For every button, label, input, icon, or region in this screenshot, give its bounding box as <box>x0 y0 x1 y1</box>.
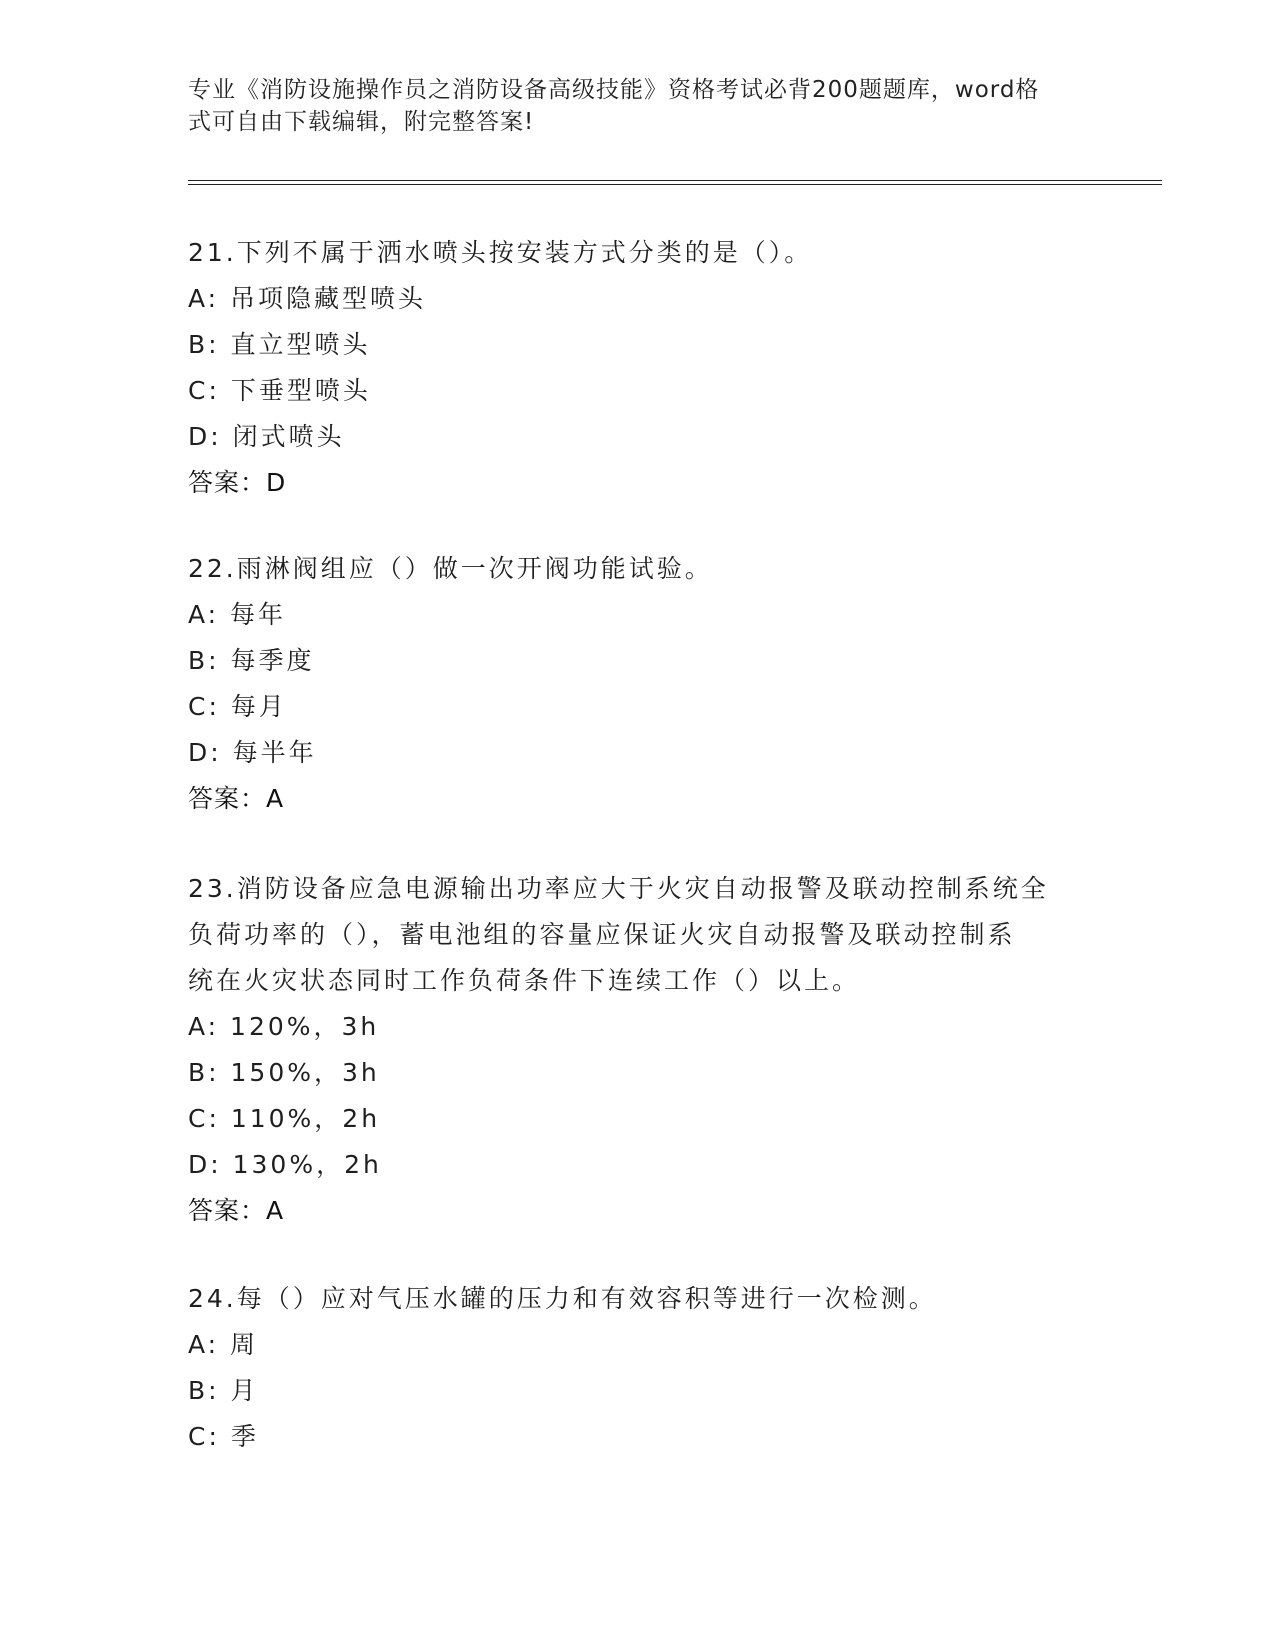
option-c: C: 110%，2h <box>188 1104 381 1133</box>
header-line-2: 式可自由下载编辑，附完整答案! <box>188 109 535 135</box>
question-stem: 22.雨淋阀组应（）做一次开阀功能试验。 <box>188 554 713 583</box>
question-stem: 24.每（）应对气压水罐的压力和有效容积等进行一次检测。 <box>188 1284 937 1313</box>
option-d: D: 130%，2h <box>188 1150 382 1179</box>
option-a: A: 吊项隐藏型喷头 <box>188 284 427 313</box>
header-line-1: 专业《消防设施操作员之消防设备高级技能》资格考试必背200题题库，word格 <box>188 77 1040 103</box>
answer: 答案：A <box>188 1196 285 1225</box>
question-21 <box>188 230 1088 506</box>
header-divider-top <box>188 180 1162 181</box>
question-24 <box>188 1276 1088 1460</box>
option-a: A: 周 <box>188 1330 259 1359</box>
option-c: C: 季 <box>188 1422 259 1451</box>
document-header <box>188 74 1088 138</box>
option-d: D: 每半年 <box>188 738 317 767</box>
header-divider-bottom <box>188 184 1162 185</box>
option-b: B: 150%，3h <box>188 1058 380 1087</box>
option-a: A: 120%，3h <box>188 1012 380 1041</box>
question-stem-line-2: 负荷功率的（），蓄电池组的容量应保证火灾自动报警及联动控制系 <box>188 920 1016 949</box>
question-23 <box>188 866 1088 1234</box>
option-b: B: 每季度 <box>188 646 315 675</box>
question-stem-line-3: 统在火灾状态同时工作负荷条件下连续工作（）以上。 <box>188 966 861 995</box>
answer: 答案：D <box>188 468 287 497</box>
option-d: D: 闭式喷头 <box>188 422 345 451</box>
option-c: C: 每月 <box>188 692 287 721</box>
question-stem-line-1: 23.消防设备应急电源输出功率应大于火灾自动报警及联动控制系统全 <box>188 874 1049 903</box>
option-c: C: 下垂型喷头 <box>188 376 371 405</box>
option-a: A: 每年 <box>188 600 287 629</box>
question-22 <box>188 546 1088 822</box>
option-b: B: 月 <box>188 1376 259 1405</box>
answer: 答案：A <box>188 784 285 813</box>
question-stem: 21.下列不属于洒水喷头按安装方式分类的是（）。 <box>188 238 813 267</box>
option-b: B: 直立型喷头 <box>188 330 371 359</box>
